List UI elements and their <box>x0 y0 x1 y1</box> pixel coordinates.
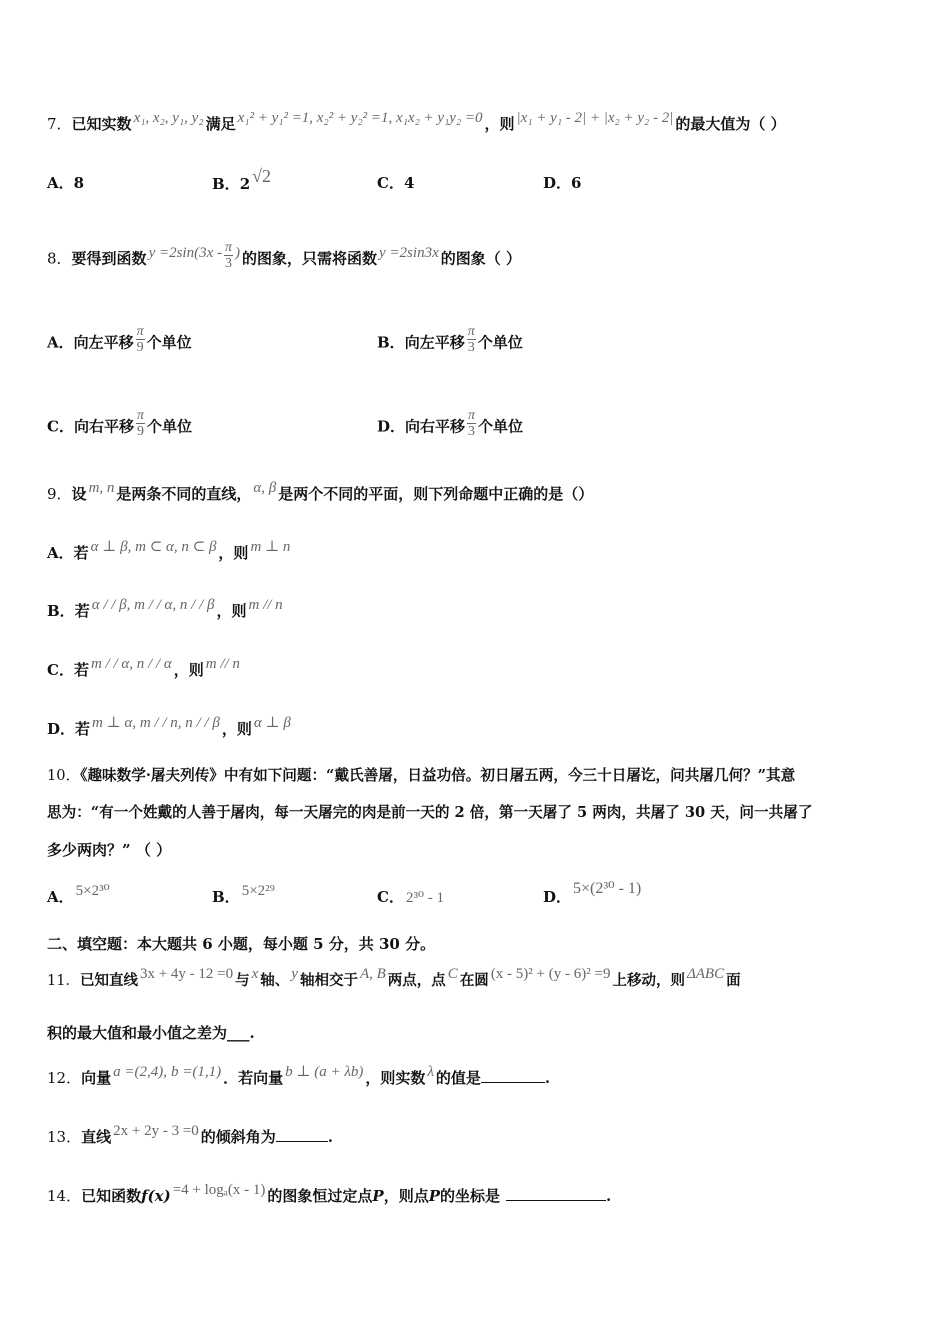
option-label: D． <box>543 888 572 906</box>
option-label: C． <box>377 174 404 192</box>
q9-option-d <box>47 715 293 740</box>
option-result: m ⊥ n <box>250 539 291 555</box>
q10-text-1: 《趣味数学·屠夫列传》中有如下问题：“戴氏善屠，日益功倍。初日屠五两，今三十日屠讫，问共屠几何？”其意 <box>80 767 796 784</box>
option-result: m // n <box>205 656 240 672</box>
q9-planes: α, β <box>253 480 277 496</box>
q11-c: C <box>447 966 458 982</box>
option-text: 2 <box>239 175 251 193</box>
q9-mid2: 是两个不同的平面，则下列命题中正确的是（） <box>278 485 594 503</box>
q13-equation: 2x + 2y - 3 =0 <box>113 1123 199 1139</box>
option-then: ，则 <box>216 602 247 620</box>
q7-tail: 的最大值为（ ） <box>675 115 786 133</box>
q11-circle: (x - 5)² + (y - 6)² =9 <box>490 966 611 982</box>
q11-pts: 两点，点 <box>387 972 446 989</box>
q8-stem <box>47 240 521 275</box>
option-label: D． <box>377 417 406 436</box>
q8-func2: y =2sin3x <box>379 244 439 261</box>
q11-with: 与 <box>235 972 250 989</box>
frac-num: π <box>467 324 475 339</box>
q14-answer-blank[interactable] <box>506 1186 606 1201</box>
option-if: 若 <box>73 544 89 562</box>
option-math: 5×2³⁰ <box>75 883 110 899</box>
option-unit: 个单位 <box>146 333 192 352</box>
q11-move: 上移动，则 <box>612 972 685 989</box>
section-title: 二、填空题：本大题共 6 小题，每小题 5 分，共 30 分。 <box>47 935 436 953</box>
q12-lead: 向量 <box>81 1069 112 1087</box>
q7-expression: |x₁ + y₁ - 2| + |x₂ + y₂ - 2| <box>516 110 674 126</box>
option-result: m // n <box>248 597 283 613</box>
q10-text-3: 多少两肉？” （ ） <box>47 841 172 859</box>
q14-stem <box>47 1182 612 1207</box>
q11-triangle: ΔABC <box>686 966 725 982</box>
q11-text-2: 积的最大值和最小值之差为___. <box>47 1024 255 1042</box>
q12-answer-blank[interactable] <box>481 1068 545 1083</box>
q13-tail: 的倾斜角为 <box>200 1128 276 1146</box>
q11-stem <box>47 966 741 991</box>
q9-option-a <box>47 539 292 564</box>
option-label: C． <box>47 661 74 679</box>
q14-point-p: P <box>372 1187 384 1205</box>
q12-end: . <box>544 1069 551 1087</box>
q9-lead: 设 <box>71 485 87 503</box>
q11-line-eq: 3x + 4y - 12 =0 <box>139 966 234 982</box>
frac-num: π <box>225 240 233 255</box>
q10-line-3 <box>47 840 171 860</box>
frac-num: π <box>136 324 144 339</box>
option-fraction <box>467 408 476 439</box>
q14-end: . <box>606 1187 612 1205</box>
option-then: ，则 <box>218 544 249 562</box>
option-text: 向右平移 <box>405 417 466 436</box>
q9-stem <box>47 480 594 505</box>
q11-line-2 <box>47 1023 255 1043</box>
option-unit: 个单位 <box>478 417 524 436</box>
q12-vector-a: a =(2,4), <box>113 1064 167 1080</box>
q13-lead: 直线 <box>81 1128 112 1146</box>
frac-den: 3 <box>225 256 232 271</box>
option-if: 若 <box>73 661 89 679</box>
q11-axis1: 轴、 <box>260 972 290 989</box>
option-condition: m ⊥ α, m / / n, n / / β <box>92 715 220 731</box>
q8-close: ) <box>235 244 241 261</box>
option-label: A． <box>47 174 74 192</box>
option-label: A． <box>47 888 74 906</box>
option-then: ，则 <box>173 661 204 679</box>
q10-line-1 <box>47 766 795 786</box>
option-text: 向左平移 <box>73 333 134 352</box>
option-if: 若 <box>75 720 91 738</box>
q7-option-c <box>377 173 414 193</box>
option-label: C． <box>377 888 404 906</box>
q14-equation: =4 + logₐ(x - 1) <box>172 1182 266 1198</box>
option-unit: 个单位 <box>477 333 523 352</box>
option-text: 向右平移 <box>73 417 134 436</box>
option-label: B． <box>377 333 405 352</box>
option-math: 5×2²⁹ <box>241 883 275 899</box>
option-condition: α / / β, m / / α, n / / β <box>91 597 215 613</box>
q8-func1: y =2sin(3x - <box>148 244 222 261</box>
q8-option-d <box>377 408 524 443</box>
section-heading <box>47 934 435 954</box>
option-label: C． <box>47 417 74 436</box>
option-condition: m / / α, n / / α <box>90 656 172 672</box>
q8-tail: 的图象（ ） <box>440 249 521 268</box>
q13-answer-blank[interactable] <box>276 1127 328 1142</box>
q13-end: . <box>327 1128 334 1146</box>
q11-face: 面 <box>726 972 741 989</box>
q8-option-b <box>377 324 523 359</box>
option-label: B． <box>212 175 240 193</box>
q7-condition: x₁² + y₁² =1, x₂² + y₂² =1, x₁x₂ + y₁y₂ =0 <box>237 110 483 126</box>
q11-x: x <box>251 966 259 982</box>
q7-stem <box>47 110 786 135</box>
frac-den: 3 <box>467 340 475 355</box>
option-label: D． <box>47 720 76 738</box>
q9-option-c <box>47 656 242 681</box>
sqrt-two: √2 <box>252 166 272 186</box>
q14-tail: 的图象恒过定点 <box>267 1187 373 1205</box>
q12-perp: b ⊥ (a + λb) <box>285 1064 364 1080</box>
q8-option-c <box>47 408 192 443</box>
option-then: ，则 <box>221 720 252 738</box>
frac-num: π <box>136 408 144 423</box>
q9-option-b <box>47 597 285 622</box>
q10-option-c <box>377 887 446 908</box>
q7-option-a <box>47 173 84 193</box>
option-fraction <box>136 408 145 439</box>
q14-function: f(x) <box>141 1187 171 1205</box>
q10-text-2: 思为：“有一个姓戴的人善于屠肉，每一天屠完的肉是前一天的 2 倍，第一天屠了 5 两肉，共屠了 30 天，问一共屠了 <box>47 804 813 821</box>
option-text: 4 <box>403 174 415 192</box>
option-unit: 个单位 <box>146 417 192 436</box>
option-result: α ⊥ β <box>253 715 291 731</box>
option-math: 5×(2³⁰ - 1) <box>573 880 642 897</box>
frac-den: 3 <box>468 424 476 439</box>
q14-number: 14． <box>47 1187 82 1205</box>
q7-number: 7． <box>47 115 72 133</box>
q14-lead: 已知函数 <box>81 1187 142 1205</box>
q8-option-a <box>47 324 192 359</box>
pi-over-three <box>224 240 233 271</box>
q10-line-2 <box>47 803 812 823</box>
q11-y: y <box>291 966 298 982</box>
q12-vector-b: b =(1,1) <box>170 1064 222 1080</box>
q7-option-b <box>212 166 273 194</box>
q14-mid: ，则点 <box>383 1187 429 1205</box>
option-label: D． <box>543 174 572 192</box>
q8-lead: 要得到函数 <box>71 249 147 268</box>
q7-comma: ，则 <box>484 115 515 133</box>
q10-option-d <box>543 880 643 908</box>
q9-lines: m, n <box>88 480 115 496</box>
option-fraction <box>136 324 145 355</box>
q11-ab: A, B <box>359 966 386 982</box>
q12-stem <box>47 1064 551 1089</box>
frac-num: π <box>468 408 476 423</box>
frac-den: 9 <box>136 340 144 355</box>
option-math: 2³⁰ - 1 <box>405 890 444 906</box>
q12-number: 12． <box>47 1069 82 1087</box>
q11-number: 11． <box>47 973 80 989</box>
q12-lambda: λ <box>427 1064 434 1080</box>
q8-number: 8． <box>47 249 72 268</box>
q14-tail2: 的坐标是 <box>439 1187 500 1205</box>
q7-option-d <box>543 173 581 193</box>
q11-axis2: 轴相交于 <box>299 972 358 989</box>
q10-option-b <box>212 883 277 908</box>
q13-number: 13． <box>47 1128 82 1146</box>
option-fraction <box>467 324 476 355</box>
q10-option-a <box>47 883 112 908</box>
option-label: B． <box>212 888 240 906</box>
option-label: A． <box>47 544 74 562</box>
q7-mid: 满足 <box>205 115 236 133</box>
q12-mid: ，则实数 <box>365 1069 426 1087</box>
q10-number: 10． <box>47 767 81 784</box>
q7-lead: 已知实数 <box>71 115 132 133</box>
q12-tail: 的值是 <box>435 1069 481 1087</box>
q7-vars: x₁, x₂, y₁, y₂ <box>133 110 204 126</box>
option-text: 向左平移 <box>404 333 465 352</box>
frac-den: 9 <box>136 424 144 439</box>
q14-point-p2: P <box>428 1187 440 1205</box>
q11-on: 在圆 <box>459 972 489 989</box>
q13-stem <box>47 1123 334 1148</box>
option-label: B． <box>47 602 75 620</box>
q9-mid1: 是两条不同的直线， <box>116 485 252 503</box>
option-text: 8 <box>73 174 85 192</box>
option-if: 若 <box>74 602 90 620</box>
q8-mid: 的图象，只需将函数 <box>242 249 378 268</box>
option-label: A． <box>47 333 74 352</box>
option-text: 6 <box>571 174 582 192</box>
q12-dot: ．若向量 <box>223 1069 284 1087</box>
q11-lead: 已知直线 <box>79 972 138 989</box>
option-condition: α ⊥ β, m ⊂ α, n ⊂ β <box>90 539 217 555</box>
q9-number: 9． <box>47 485 72 503</box>
